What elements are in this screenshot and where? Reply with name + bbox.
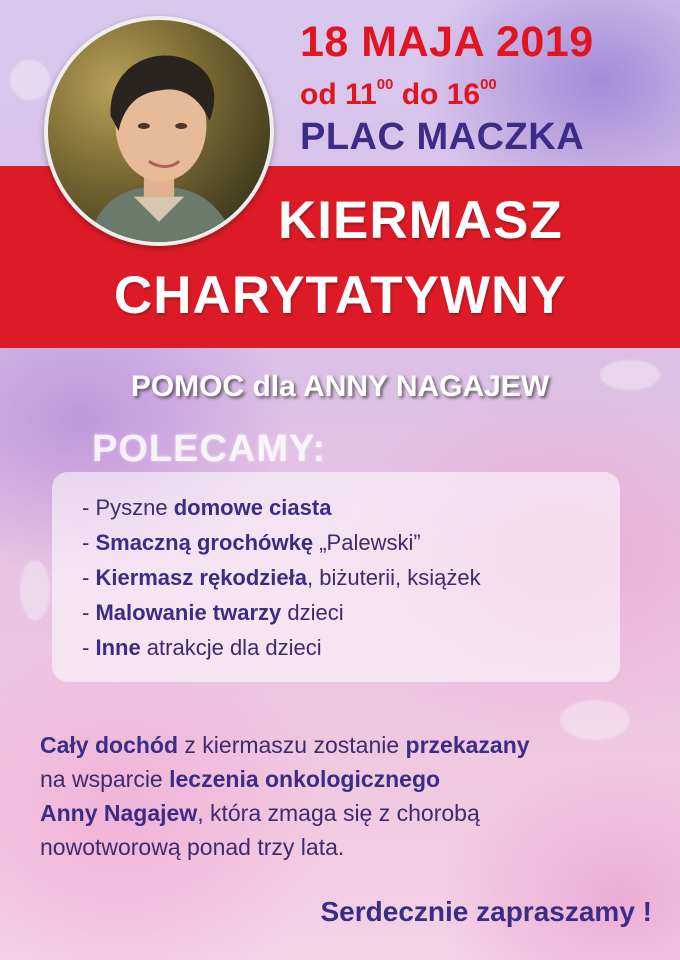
info-line [40,728,660,762]
help-subtitle: POMOC dla ANNY NAGAJEW [130,370,550,403]
hours-end: do 16 [393,78,481,111]
info-text: na wsparcie [40,766,170,792]
info-line [40,830,660,864]
item-highlight: Inne [95,635,141,660]
list-item [82,630,481,665]
closing-invitation: Serdecznie zapraszamy ! [320,896,652,927]
info-text: z kiermaszu zostanie [178,732,406,758]
item-text: „Palewski” [313,530,421,555]
info-line [40,762,660,796]
info-highlight: Anny Nagajew [40,800,198,826]
info-text: nowotworową ponad trzy lata. [40,834,345,860]
list-dash: - [82,565,96,590]
list-item [82,490,481,525]
portrait-image [48,20,270,242]
info-paragraph [40,728,660,864]
info-highlight: leczenia onkologicznego [169,766,441,792]
event-date: 18 MAJA 2019 [300,18,594,66]
title-line-2: CHARYTATYWNY [114,266,567,325]
decor-splash [20,560,50,620]
item-highlight: domowe ciasta [173,495,332,520]
item-text: , biżuterii, książek [307,565,481,590]
list-item [82,595,481,630]
info-highlight: przekazany [405,732,530,758]
list-dash: - [82,530,96,555]
item-text: Pyszne [95,495,174,520]
hours-start-minutes: 00 [376,76,394,93]
item-text: dzieci [281,600,344,625]
list-dash: - [82,600,96,625]
hours-start: od 11 [300,78,377,111]
decor-splash [10,60,50,100]
event-hours [300,78,497,112]
item-highlight: Kiermasz rękodzieła [95,565,307,590]
list-dash: - [82,635,96,660]
info-highlight: Cały dochód [40,732,179,758]
info-line [40,796,660,830]
title-line-1: KIERMASZ [278,191,563,250]
item-text: atrakcje dla dzieci [140,635,322,660]
portrait-photo [44,16,274,246]
list-item [82,560,481,595]
item-highlight: Smaczną grochówkę [95,530,314,555]
list-dash: - [82,495,96,520]
recommend-heading: POLECAMY: [92,428,327,470]
info-text: , która zmaga się z chorobą [197,800,480,826]
event-place: PLAC MACZKA [300,116,585,158]
list-item [82,525,481,560]
offer-list [82,490,481,665]
item-highlight: Malowanie twarzy [95,600,282,625]
hours-end-minutes: 00 [480,76,497,93]
